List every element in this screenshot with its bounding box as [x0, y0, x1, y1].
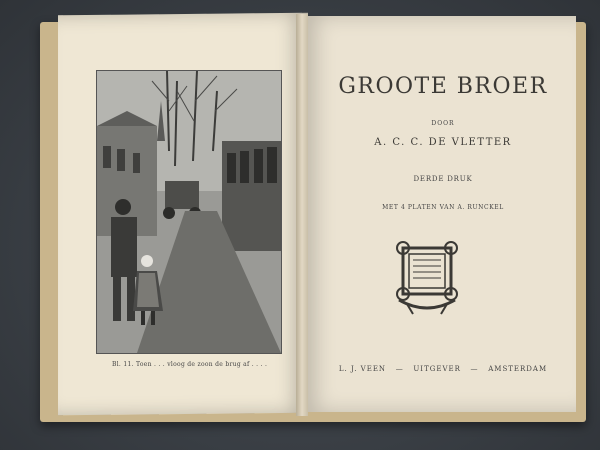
book-gutter — [296, 14, 308, 416]
by-label: DOOR — [431, 120, 455, 127]
publisher-mark-icon — [393, 240, 461, 320]
edition-label: DERDE DRUK — [413, 175, 473, 183]
publisher-line: L. J. VEEN — UITGEVER — AMSTERDAM — [338, 365, 548, 373]
illustration-caption: Bl. 11. Toen . . . vloog de zoon de brug af . . . . — [112, 361, 268, 368]
frontispiece-illustration — [96, 70, 282, 354]
author-name: A. C. C. DE VLETTER — [374, 137, 512, 148]
illustrator-credit: MET 4 PLATEN VAN A. RUNCKEL — [382, 204, 504, 211]
book-title: GROOTE BROER — [338, 74, 548, 99]
